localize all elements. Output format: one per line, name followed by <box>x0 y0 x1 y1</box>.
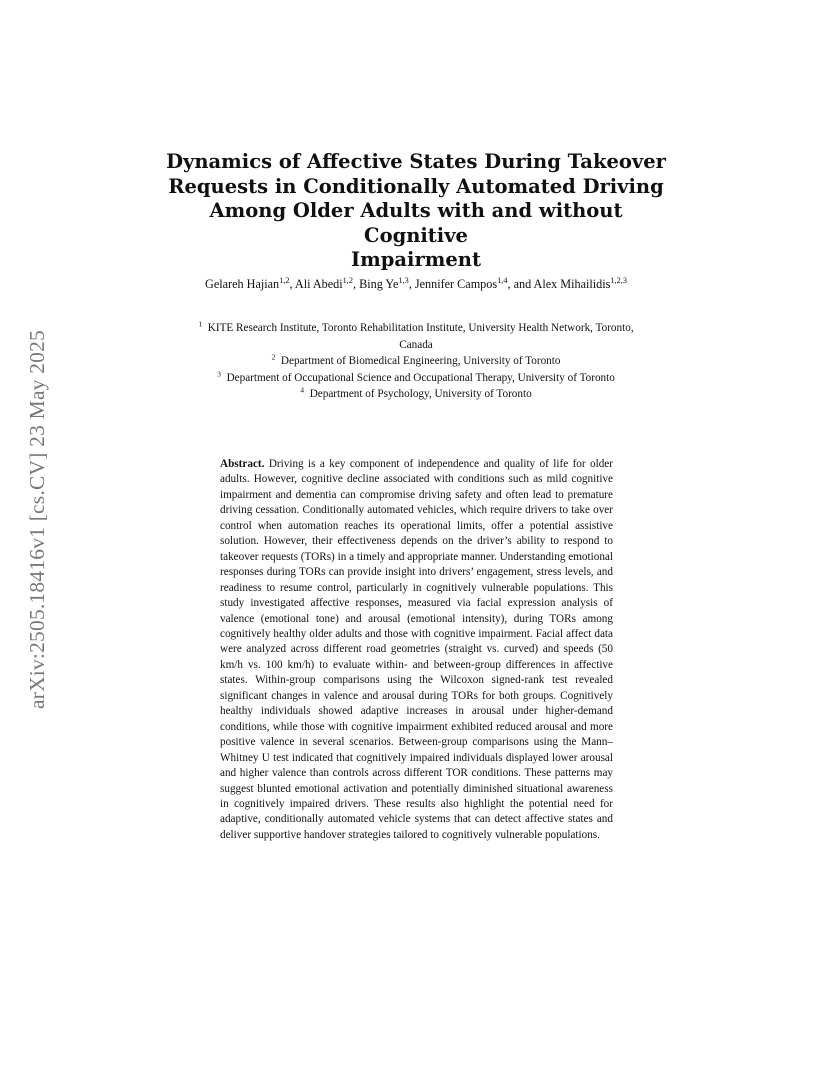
author-affiliation-marker: 1,2,3 <box>610 276 627 286</box>
author-name: Jennifer Campos <box>414 277 498 291</box>
author-name: Bing Ye <box>359 277 399 291</box>
author-affiliation-marker: 1,4 <box>497 276 508 286</box>
author-separator: , and <box>507 277 534 291</box>
affiliation-item <box>185 370 647 387</box>
abstract-text: Driving is a key component of independence and quality of life for older adults. However, cognitive decline associated with conditions such as mild cognitive impairment and dementia can compromise driving safety and often lead to premature driving cessation. Conditionally automated vehicles, which require drivers to take over control when automation reaches its operational limits, offer a potential assistive solution. However, their effectiveness depends on the driver’s ability to respond to takeover requests (TORs) in a timely and appropriate manner. Understanding emotional responses during TORs can provide insight into drivers’ engagement, stress levels, and readiness to resume control, particularly in cognitively vulnerable populations. This study investigated affective responses, measured via facial expression analysis of valence (emotional tone) and arousal (emotional intensity), during TORs among cognitively healthy older adults and those with cognitive impairment. Facial affect data were analyzed across different road geometries (straight vs. curved) and speeds (50 km/h vs. 100 km/h) to evaluate within- and between-group differences in affective states. Within-group comparisons using the Wilcoxon signed-rank test revealed significant changes in valence and arousal during TORs for both groups. Cognitively healthy individuals showed adaptive increases in arousal under higher-demand conditions, while those with cognitive impairment exhibited reduced arousal and more positive valence in several scenarios. Between-group comparisons using the Mann–Whitney U test indicated that cognitively impaired individuals displayed lower arousal and higher valence than controls across different TOR conditions. These patterns may suggest blunted emotional activation and potentially diminished situational awareness in cognitively impaired drivers. These results also highlight the potential need for adaptive, conditionally automated vehicle systems that can detect affective states and deliver supportive handover strategies tailored to cognitively vulnerable populations. <box>220 458 613 841</box>
abstract <box>220 457 613 843</box>
title-line: Dynamics of Affective States During Takeover <box>166 150 666 173</box>
author-name: Alex Mihailidis <box>533 277 611 291</box>
author-affiliation-marker: 1,2 <box>279 276 290 286</box>
affiliation-text: Department of Psychology, University of Toronto <box>309 388 532 400</box>
author-separator: , <box>353 277 360 291</box>
title-line: Among Older Adults with and without Cognitive <box>209 199 623 247</box>
affiliation-text: Department of Biomedical Engineering, University of Toronto <box>280 355 561 367</box>
author-separator: , <box>289 277 295 291</box>
title-line: Requests in Conditionally Automated Driving <box>168 174 664 198</box>
affiliation-item <box>185 386 647 403</box>
affiliation-text: KITE Research Institute, Toronto Rehabilitation Institute, University Health Network, Toronto, Canada <box>207 322 634 351</box>
affiliation-text: Department of Occupational Science and Occupational Therapy, University of Toronto <box>226 371 615 384</box>
arxiv-identifier-text: arXiv:2505.18416v1 [cs.CV] 23 May 2025 <box>25 329 50 709</box>
affiliation-number: 1 <box>198 319 203 329</box>
author-separator: , <box>408 277 415 291</box>
affiliation-item <box>185 320 647 353</box>
author-affiliation-marker: 1,2 <box>342 276 354 286</box>
arxiv-identifier <box>24 278 52 760</box>
author-name: Gelareh Hajian <box>205 277 280 291</box>
affiliation-list <box>185 320 647 403</box>
author-affiliation-marker: 1,3 <box>398 276 409 286</box>
affiliation-number: 3 <box>217 368 221 378</box>
paper-title <box>160 150 672 273</box>
abstract-label: Abstract. <box>220 458 265 470</box>
title-line: Impairment <box>351 248 481 271</box>
author-list <box>185 276 647 293</box>
affiliation-number: 2 <box>271 352 276 362</box>
author-name: Ali Abedi <box>294 277 343 291</box>
affiliation-number: 4 <box>300 385 305 395</box>
affiliation-item <box>185 353 647 370</box>
